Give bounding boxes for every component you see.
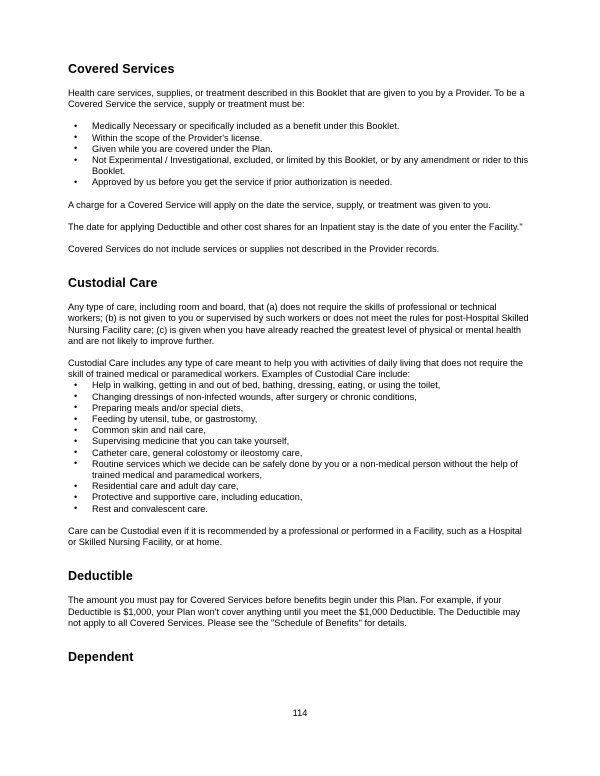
covered-services-intro: Health care services, supplies, or treatment described in this Booklet that are given to you by a Provider. To be a Covered Service the service, supply or treatment must be:: [68, 88, 525, 110]
custodial-care-examples-intro: Custodial Care includes any type of care meant to help you with activities of daily living that does not require the skill of trained medical or paramedical workers. Examples of Custodial Care include:: [68, 358, 524, 380]
list-item: • Medically Necessary or specifically included as a benefit under this Booklet.: [68, 121, 532, 132]
list-item: • Given while you are covered under the Plan.: [68, 144, 532, 155]
section-heading-covered-services: Covered Services: [68, 62, 175, 76]
list-item: • Catheter care, general colostomy or ileostomy care,: [68, 448, 532, 459]
covered-services-paragraph-exclusions: Covered Services do not include services or supplies not described in the Provider records.: [68, 244, 440, 255]
list-item: • Routine services which we decide can be safely done by you or a non-medical person without the help of trained medical and paramedical workers,: [68, 459, 532, 481]
custodial-care-definition: Any type of care, including room and board, that (a) does not require the skills of professional or technical workers; (b) is not given to you or supervised by such workers or does not meet the rules for post-Hospital Skilled Nursing Facility care; (c) is given when you have already reached the greatest level of physical or mental health and are not likely to improve further.: [68, 302, 529, 346]
deductible-definition: The amount you must pay for Covered Services before benefits begin under this Plan. For example, if your Deductible is $1,000, your Plan won't cover anything until you meet the $1,000 Deductible. The Deductible may not apply to all Covered Services. Please see the "Schedule of Benefits" for details.: [68, 595, 521, 628]
list-item: • Changing dressings of non-infected wounds, after surgery or chronic conditions,: [68, 392, 532, 403]
covered-services-bullet-list: [68, 121, 532, 188]
list-item: • Approved by us before you get the service if prior authorization is needed.: [68, 177, 532, 188]
covered-services-paragraph-deductible-date: The date for applying Deductible and other cost shares for an Inpatient stay is the date of you enter the Facility.": [68, 221, 523, 232]
section-heading-dependent: Dependent: [68, 649, 134, 664]
list-item: • Residential care and adult day care,: [68, 481, 532, 492]
page-number: 114: [292, 708, 308, 718]
list-item: • Rest and convalescent care.: [68, 504, 532, 515]
list-item: • Not Experimental / Investigational, excluded, or limited by this Booklet, or by any amendment or rider to this Booklet.: [68, 155, 532, 177]
custodial-care-closing-paragraph: Care can be Custodial even if it is recommended by a professional or performed in a Facility, such as a Hospital or Skilled Nursing Facility, or at home.: [68, 525, 522, 548]
list-item: • Common skin and nail care,: [68, 425, 532, 436]
section-heading-deductible: Deductible: [68, 569, 133, 584]
covered-services-paragraph-charge: A charge for a Covered Service will apply on the date the service, supply, or treatment was given to you.: [68, 199, 491, 210]
list-item: • Preparing meals and/or special diets,: [68, 403, 532, 414]
custodial-care-bullet-list: [68, 380, 532, 514]
list-item: • Within the scope of the Provider's license.: [68, 133, 532, 144]
page-content: [68, 62, 532, 664]
list-item: • Protective and supportive care, including education,: [68, 492, 532, 503]
list-item: • Supervising medicine that you can take yourself,: [68, 436, 532, 447]
section-heading-custodial-care: Custodial Care: [68, 276, 158, 291]
list-item: • Feeding by utensil, tube, or gastrostomy,: [68, 414, 532, 425]
list-item: • Help in walking, getting in and out of bed, bathing, dressing, eating, or using the toilet,: [68, 380, 532, 391]
